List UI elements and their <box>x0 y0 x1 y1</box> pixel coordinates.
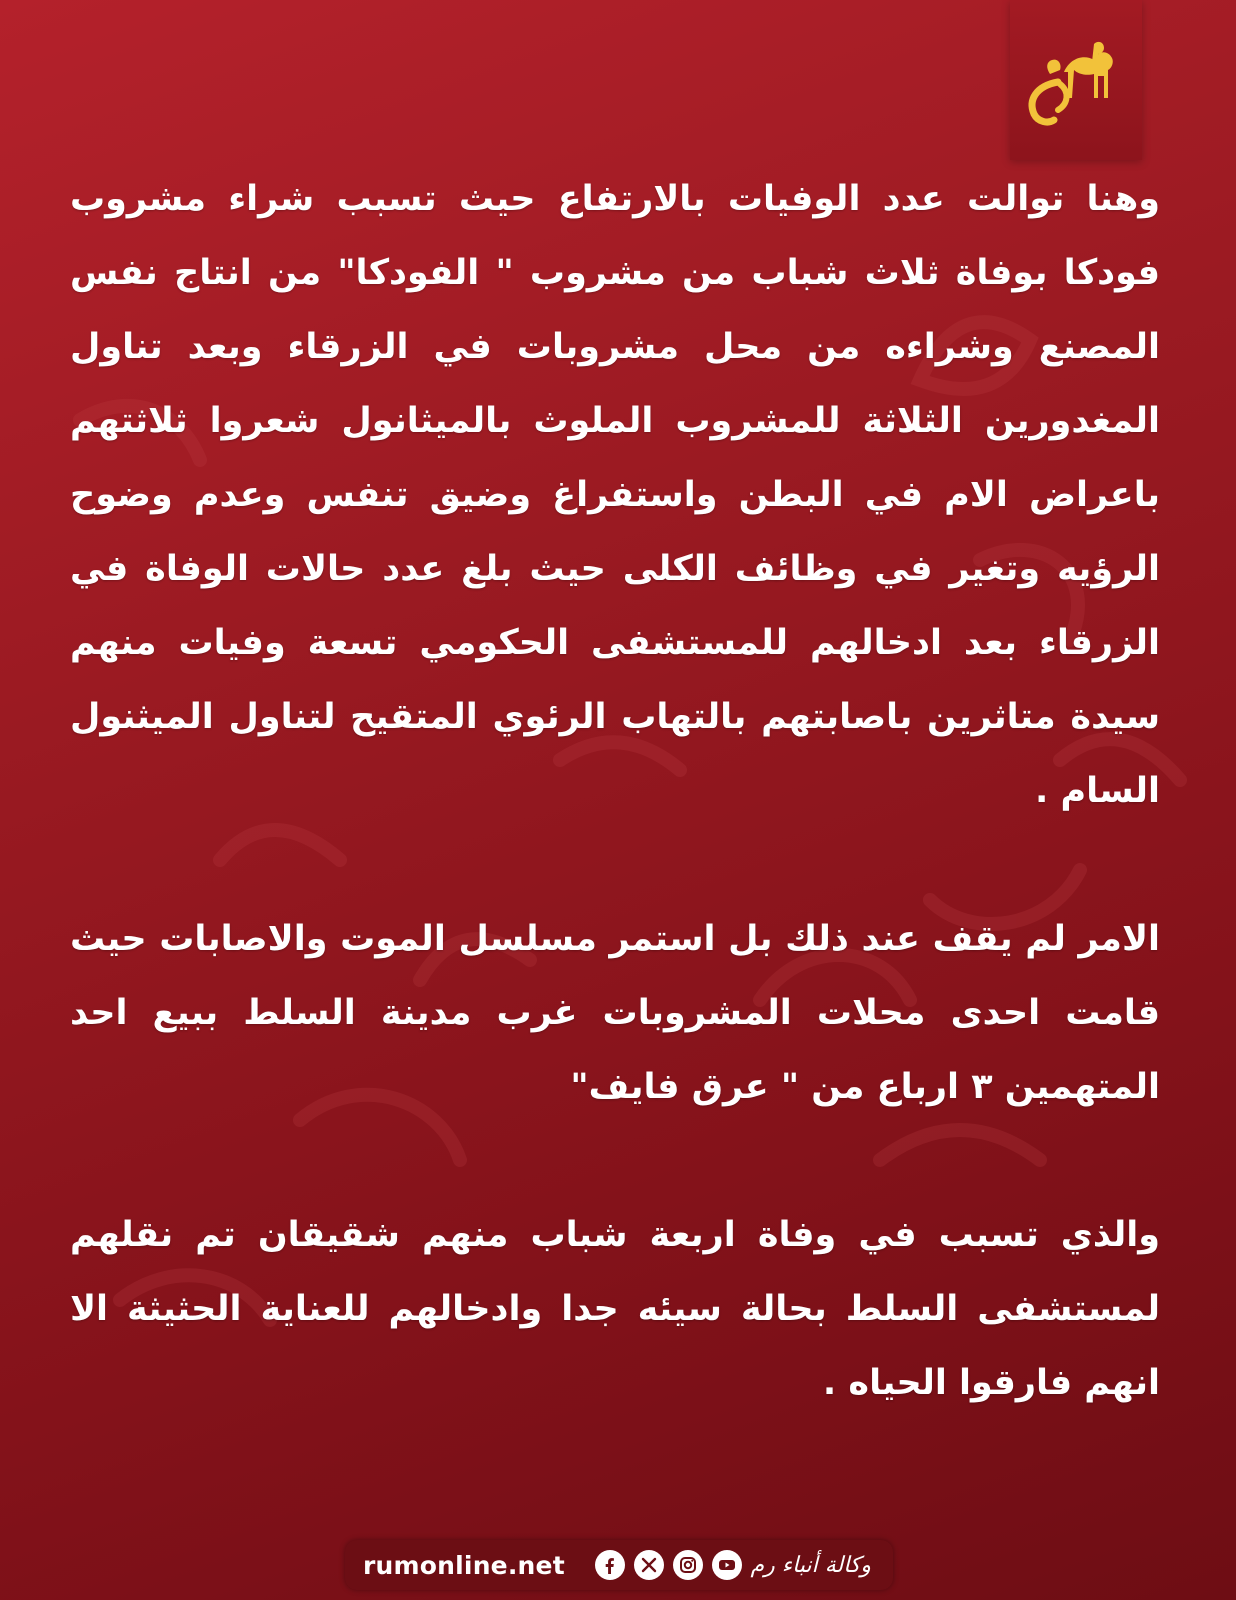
x-icon[interactable] <box>634 1550 664 1580</box>
article-body <box>70 162 1160 1492</box>
website-link[interactable]: rumonline.net <box>363 1550 565 1580</box>
facebook-icon[interactable] <box>595 1550 625 1580</box>
brand-name: وكالة أنباء رم <box>750 1552 871 1578</box>
social-icons <box>595 1550 875 1580</box>
paragraph: الامر لم يقف عند ذلك بل استمر مسلسل الموت والاصابات حيث قامت احدى محلات المشروبات غرب مدينة السلط ببيع احد المتهمين ٣ ارباع من " عرق فايف" <box>70 919 1160 1107</box>
paragraph: وهنا توالت عدد الوفيات بالارتفاع حيث تسبب شراء مشروب فودكا بوفاة ثلاث شباب من مشروب " الفودكا" من انتاج نفس المصنع وشراءه من محل مشروبات في الزرقاء وبعد تناول المغدورين الثلاثة للمشروب الملوث بالميثانول شعروا ثلاثتهم باعراض الام في البطن واستفراغ وضيق تنفس وعدم وضوح الرؤيه وتغير في وظائف الكلى حيث بلغ عدد حالات الوفاة في الزرقاء بعد ادخالهم للمستشفى الحكومي تسعة وفيات منهم سيدة متاثرين باصابتهم بالتهاب الرئوي المتقيح لتناول الميثنول السام . <box>70 179 1160 811</box>
camel-logo-icon <box>1020 30 1132 130</box>
instagram-icon[interactable] <box>673 1550 703 1580</box>
logo <box>1010 0 1142 160</box>
youtube-icon[interactable] <box>712 1550 742 1580</box>
footer-bar <box>345 1540 893 1590</box>
paragraph: والذي تسبب في وفاة اربعة شباب منهم شقيقان تم نقلهم لمستشفى السلط بحالة سيئه جدا وادخالهم للعناية الحثيثة الا انهم فارقوا الحياه . <box>70 1215 1160 1403</box>
